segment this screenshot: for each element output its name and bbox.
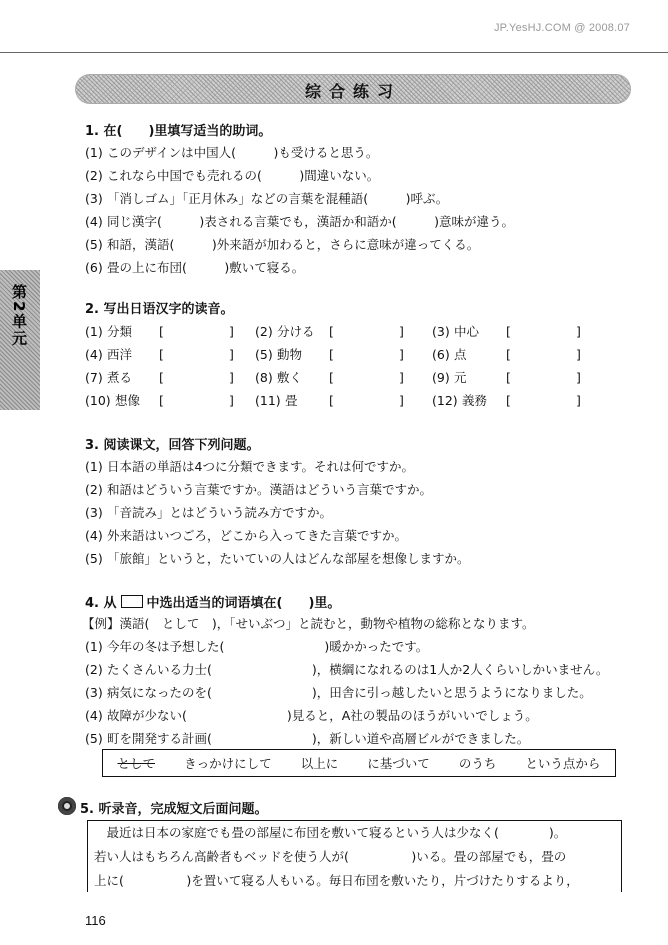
header-rule xyxy=(0,52,668,53)
s4-item: (2) たくさんいる力士( )，横綱になれるのは1人か2人くらいしかいません。 xyxy=(85,662,609,677)
reading-item: (11) 畳 [ ] xyxy=(255,393,404,408)
unit-side-tab-label: 第2单元 xyxy=(10,284,28,348)
s4-item: (1) 今年の冬は予想した( )暖かかったです。 xyxy=(85,639,429,654)
cd-audio-icon xyxy=(58,797,76,815)
s1-item: (2) これなら中国でも売れるの( )間違いない。 xyxy=(85,168,380,183)
s1-item: (6) 畳の上に布団( )敷いて寝る。 xyxy=(85,260,305,275)
reading-item: (3) 中心 [ ] xyxy=(432,324,581,339)
reading-item: (12) 義務 [ ] xyxy=(432,393,581,408)
choice-word: として xyxy=(117,756,156,771)
section-5-heading: 5. 听录音，完成短文后面问题。 xyxy=(80,802,268,817)
choice-word: きっかけにして xyxy=(184,756,272,771)
section-1-heading: 1. 在( )里填写适当的助词。 xyxy=(85,124,272,139)
s4-item: (4) 故障が少ない( )見ると，A社の製品のほうがいいでしょう。 xyxy=(85,708,538,723)
passage-line: 最近は日本の家庭でも畳の部屋に布団を敷いて寝るという人は少なく( )。 xyxy=(94,825,567,840)
listening-passage xyxy=(87,820,622,892)
s3-item: (4) 外来語はいつごろ，どこから入ってきた言葉ですか。 xyxy=(85,528,408,543)
unit-side-tab xyxy=(0,270,40,410)
s3-item: (1) 日本語の単語は4つに分類できます。それは何ですか。 xyxy=(85,459,414,474)
choice-word: という点から xyxy=(525,756,601,771)
blank-box-icon xyxy=(121,595,143,608)
s4-item: (5) 町を開発する計画( )，新しい道や高層ビルができました。 xyxy=(85,731,530,746)
page-title: 综合练习 xyxy=(304,82,401,101)
reading-item: (9) 元 [ ] xyxy=(432,370,581,385)
s4-example: 【例】漢語( として )，「せいぶつ」と読むと，動物や植物の総称となります。 xyxy=(82,616,535,631)
s1-item: (5) 和語，漢語( )外来語が加わると，さらに意味が違ってくる。 xyxy=(85,237,480,252)
reading-item: (8) 敷く [ ] xyxy=(255,370,404,385)
s1-item: (3) 「消しゴム」「正月休み」などの言葉を混種語( )呼ぶ。 xyxy=(85,191,449,206)
section-2-heading: 2. 写出日语汉字的读音。 xyxy=(85,302,234,317)
s3-item: (3) 「音読み」とはどういう読み方ですか。 xyxy=(85,505,333,520)
reading-item: (2) 分ける [ ] xyxy=(255,324,404,339)
s1-item: (1) このデザインは中国人( )も受けると思う。 xyxy=(85,145,379,160)
choice-word: に基づいて xyxy=(367,756,430,771)
reading-item: (10) 想像 [ ] xyxy=(85,393,234,408)
s3-item: (5) 「旅館」というと，たいていの人はどんな部屋を想像しますか。 xyxy=(85,551,470,566)
reading-item: (1) 分類 [ ] xyxy=(85,324,234,339)
passage-line: 上に( )を置いて寝る人もいる。毎日布団を敷いたり，片づけたりするより， xyxy=(94,873,579,888)
reading-item: (4) 西洋 [ ] xyxy=(85,347,234,362)
reading-item: (6) 点 [ ] xyxy=(432,347,581,362)
watermark: JP.YesHJ.COM @ 2008.07 xyxy=(493,22,630,34)
page-number: 116 xyxy=(85,913,106,928)
s4-item: (3) 病気になったのを( )，田舎に引っ越したいと思うようになりました。 xyxy=(85,685,592,700)
s3-item: (2) 和語はどういう言葉ですか。漢語はどういう言葉ですか。 xyxy=(85,482,433,497)
section-3-heading: 3. 阅读课文，回答下列问题。 xyxy=(85,438,260,453)
choice-word: のうち xyxy=(458,756,497,771)
reading-item: (7) 煮る [ ] xyxy=(85,370,234,385)
section-4-heading: 4. 从 中选出适当的词语填在( )里。 xyxy=(85,596,341,611)
choice-word: 以上に xyxy=(300,756,339,771)
s1-item: (4) 同じ漢字( )表される言葉でも，漢語か和語か( )意味が違う。 xyxy=(85,214,515,229)
title-banner xyxy=(75,74,631,104)
word-choice-box xyxy=(102,749,616,777)
passage-line: 若い人はもちろん高齢者もベッドを使う人が( )いる。畳の部屋でも，畳の xyxy=(94,849,567,864)
reading-item: (5) 動物 [ ] xyxy=(255,347,404,362)
